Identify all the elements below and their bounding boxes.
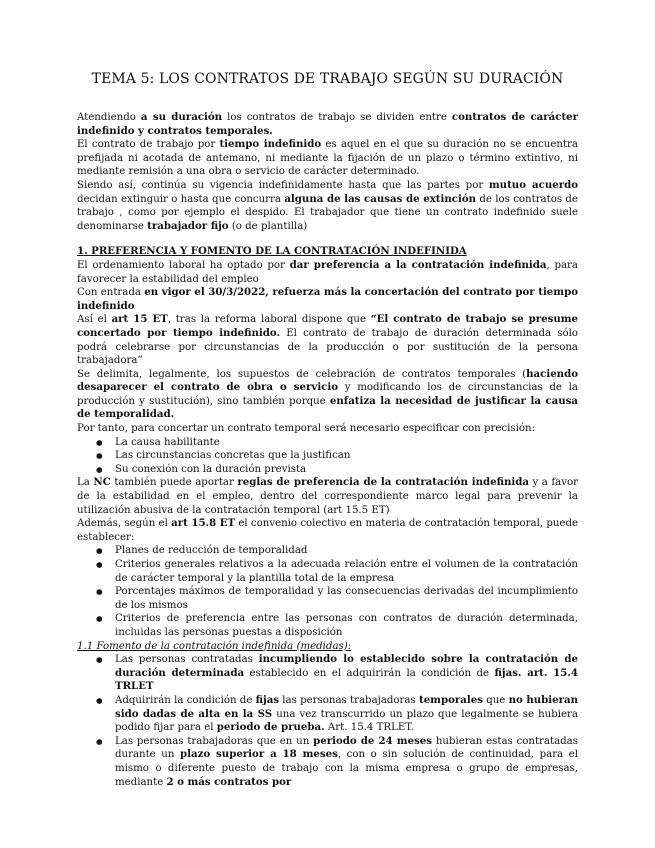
- intro-paragraph: Atendiendo a su duración los contratos de trabajo se dividen entre contratos de carácter indefinido y contratos temporales.: [77, 111, 579, 137]
- body-paragraph: Además, según el art 15.8 ET el convenio colectivo en materia de contratación temporal, puede establecer:: [77, 517, 578, 543]
- body-paragraph: Por tanto, para concertar un contrato temporal será necesario especificar con precisión:: [77, 423, 535, 435]
- body-paragraph: Así el art 15 ET, tras la reforma laboral dispone que “El contrato de trabajo se presume concertado por tiempo indefinido. El contrato de trabajo de duración determinada sólo podrá celebrarse por circunstancias de la producción o por sustitución de la persona trabajadora”: [77, 313, 579, 367]
- section-paragraphs-continued: [77, 476, 578, 544]
- requirements-list: [77, 436, 578, 477]
- list-item: ● Criterios de preferencia entre las personas con contratos de duración determinada, incluidas las personas puestas a disposición: [115, 612, 578, 639]
- list-item: ● Las personas contratadas incumpliendo lo establecido sobre la contratación de duración determinada establecido en el adquirirán la condición de fijas. art. 15.4 TRLET: [115, 653, 578, 694]
- intro-section: [77, 111, 578, 233]
- section-heading: 1. PREFERENCIA Y FOMENTO DE LA CONTRATACIÓN INDEFINIDA: [77, 245, 467, 258]
- intro-paragraph: El contrato de trabajo por tiempo indefinido es aquel en el que su duración no se encuentra prefijada ni acotada de antemano, ni mediante la fijación de un plazo o término extintivo, ni mediante remisión a una obra o servicio de carácter determinado.: [77, 138, 578, 178]
- section-paragraphs: [77, 259, 578, 436]
- document-body: [77, 111, 578, 789]
- subsection-heading: 1.1 Fomento de la contratación indefinida (medidas):: [77, 640, 352, 652]
- fomento-measures-list: [77, 653, 578, 789]
- list-item: ● Porcentajes máximos de temporalidad y las consecuencias derivadas del incumplimiento de los mismos: [115, 585, 578, 612]
- list-item: ● La causa habilitante: [115, 436, 578, 450]
- body-paragraph: El ordenamiento laboral ha optado por dar preferencia a la contratación indefinida, para favorecer la estabilidad del empleo: [77, 258, 579, 285]
- convenio-measures-list: [77, 544, 578, 639]
- list-item: ● Planes de reducción de temporalidad: [115, 544, 578, 558]
- list-item: ● Criterios generales relativos a la adecuada relación entre el volumen de la contratación de carácter temporal y la plantilla total de la empresa: [115, 558, 578, 585]
- list-item: ● Las circunstancias concretas que la justifican: [115, 449, 578, 463]
- list-item: ● Adquirirán la condición de fijas las personas trabajadoras temporales que no hubieran sido dadas de alta en la SS una vez transcurrido un plazo que legalmente se hubiera podido fijar para el periodo de prueba. Art. 15.4 TRLET.: [115, 694, 578, 735]
- page-title: TEMA 5: LOS CONTRATOS DE TRABAJO SEGÚN SU DURACIÓN: [91, 71, 564, 87]
- body-paragraph: Se delimita, legalmente, los supuestos de celebración de contratos temporales (haciendo desaparecer el contrato de obra o servicio y modificando los de circunstancias de la producción y sustitución), sino también porque enfatiza la necesidad de justificar la causa de temporalidad.: [77, 367, 578, 421]
- body-paragraph: La NC también puede aportar reglas de preferencia de la contratación indefinida y a favor de la estabilidad en el empleo, dentro del correspondiente marco legal para prevenir la utilización abusiva de la contratación temporal (art 15.5 ET): [77, 476, 579, 516]
- list-item: ● Las personas trabajadoras que en un periodo de 24 meses hubieran estas contratadas durante un plazo superior a 18 meses, con o sin solución de continuidad, para el mismo o diferente puesto de trabajo con la misma empresa o grupo de empresas, mediante 2 o más contratos por: [115, 735, 578, 789]
- intro-paragraph: Siendo así, continúa su vigencia indefinidamente hasta que las partes por mutuo acuerdo decidan extinguir o hasta que concurra alguna de las causas de extinción de los contratos de trabajo , como por ejemplo el despido. El trabajador que tiene un contrato indefinido suele denominarse trabajador fijo (o de plantilla): [77, 178, 578, 232]
- body-paragraph: Con entrada en vigor el 30/3/2022, refuerza más la concertación del contrato por tiempo indefinido: [77, 286, 578, 312]
- list-item: ● Su conexión con la duración prevista: [115, 463, 578, 477]
